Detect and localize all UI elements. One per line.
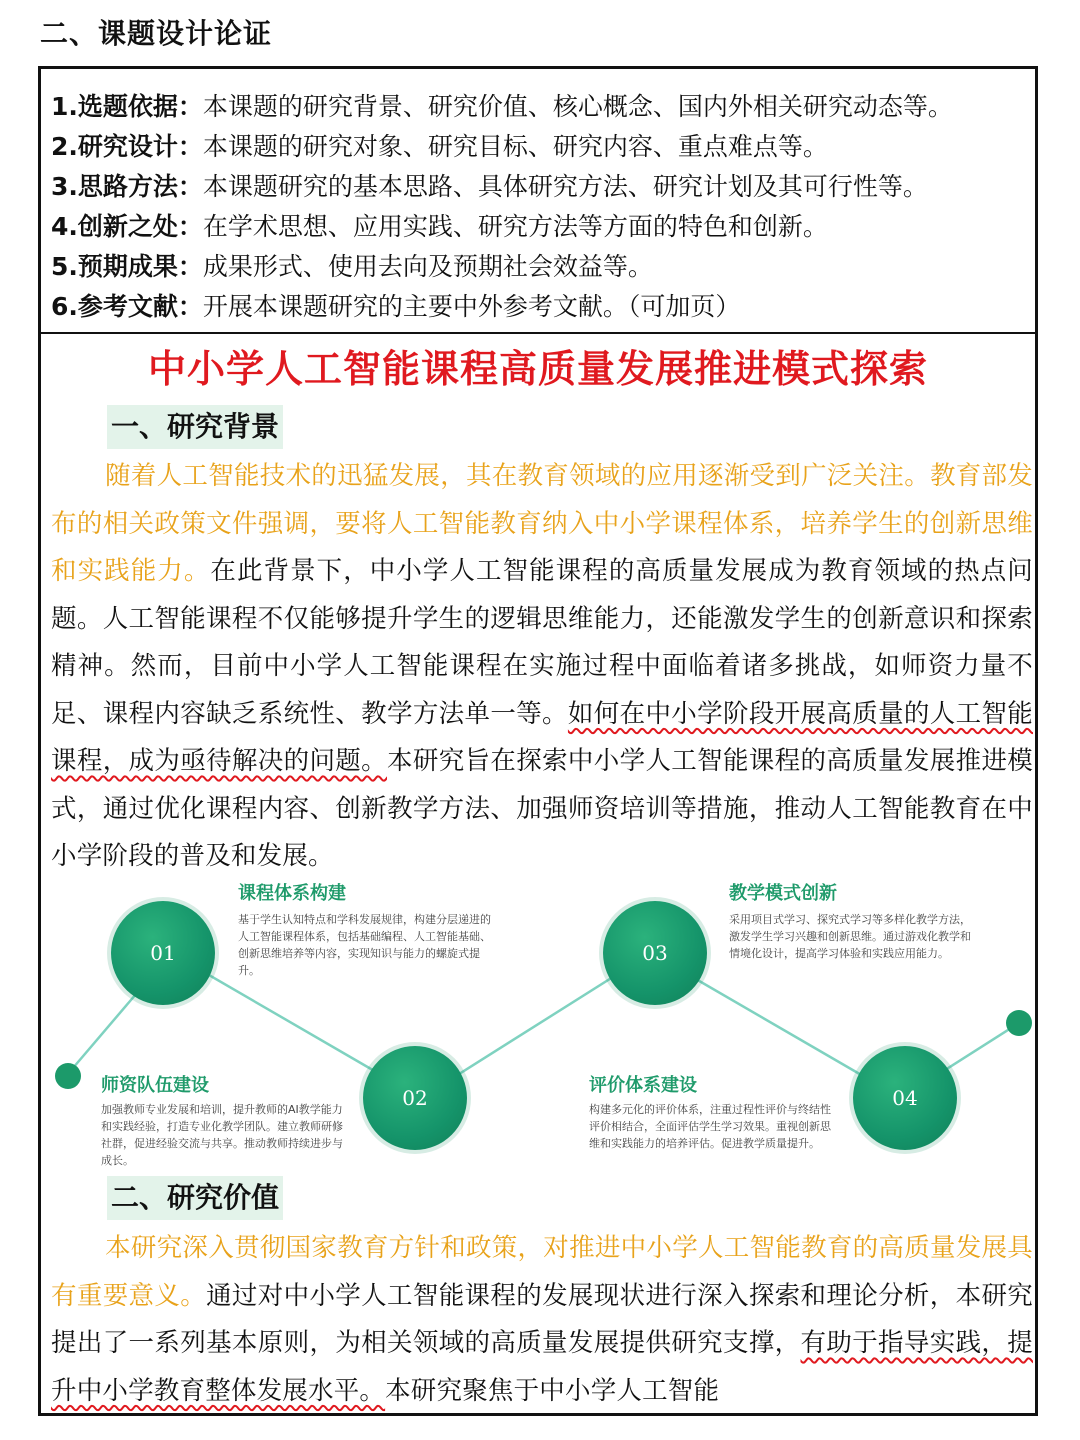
body-text-tail: 本研究旨在探索中小学人工智能课程的高质量发展推进模式，通过优化课程内容、创新教学方法、加强师资培训等措施，推动人工智能教育在中小学阶段的普及和发展。 — [51, 746, 1033, 871]
requirement-label: 5.预期成果： — [51, 252, 203, 281]
requirement-label: 6.参考文献： — [51, 292, 203, 321]
requirement-item — [51, 247, 1031, 287]
highlight-text: 本研究深入贯彻国家教育方针和政策，对推进中小学人工智能教育的高质量发展具有重要意义。 — [51, 1233, 1033, 1311]
divider — [41, 332, 1035, 334]
step-title: 课程体系构建 — [238, 883, 346, 904]
body-text: 在此背景下，中小学人工智能课程的高质量发展成为教育领域的热点问题。人工智能课程不仅能够提升学生的逻辑思维能力，还能激发学生的创新意识和探索精神。然而，目前中小学人工智能课程在实施过程中面临着诸多挑战，如师资力量不足、课程内容缺乏系统性、教学方法单一等。 — [51, 556, 1034, 729]
step-description: 采用项目式学习、探究式学习等多样化教学方法，激发学生学习兴趣和创新思维。通过游戏化教学和情境化设计，提高学习体验和实践应用能力。 — [729, 913, 971, 960]
step-title: 评价体系建设 — [589, 1075, 697, 1096]
paragraph-value — [51, 1225, 1033, 1415]
requirement-label: 3.思路方法： — [51, 172, 203, 201]
heading-research-value: 二、研究价值 — [107, 1176, 283, 1220]
section-title: 二、课题设计论证 — [40, 17, 273, 50]
requirement-item — [51, 127, 1031, 167]
start-dot — [55, 1063, 81, 1089]
requirement-label: 4.创新之处： — [51, 212, 203, 241]
requirement-item — [51, 207, 1031, 247]
step-description: 构建多元化的评价体系，注重过程性评价与终结性评价相结合，全面评估学生学习效果。重视创新思维和实践能力的培养评估。促进教学质量提升。 — [589, 1103, 831, 1150]
article-title: 中小学人工智能课程高质量发展推进模式探索 — [147, 347, 928, 391]
requirement-text: 本课题的研究背景、研究价值、核心概念、国内外相关研究动态等。 — [202, 92, 953, 121]
step-circle-01: 01 — [111, 901, 215, 1005]
underlined-text: 有助于指导实践，提升中小学教育整体发展水平。 — [51, 1328, 1033, 1406]
requirement-item — [51, 87, 1031, 127]
step-circle-02: 02 — [363, 1046, 467, 1150]
requirement-label: 2.研究设计： — [51, 132, 203, 161]
step-title: 教学模式创新 — [729, 883, 837, 904]
content-frame — [38, 66, 1038, 1416]
process-diagram — [51, 873, 1031, 1173]
requirement-item — [51, 287, 1031, 327]
requirement-label: 1.选题依据： — [51, 92, 203, 121]
underlined-text: 如何在中小学阶段开展高质量的人工智能课程，成为亟待解决的问题。 — [51, 698, 1033, 776]
highlight-text: 随着人工智能技术的迅猛发展，其在教育领域的应用逐渐受到广泛关注。教育部发布的相关政策文件强调，要将人工智能教育纳入中小学课程体系，培养学生的创新思维和实践能力。 — [51, 461, 1033, 586]
body-text: 通过对中小学人工智能课程的发展现状进行深入探索和理论分析，本研究提出了一系列基本原则，为相关领域的高质量发展提供研究支撑， — [51, 1280, 1033, 1358]
step-circle-04: 04 — [853, 1046, 957, 1150]
end-dot — [1006, 1010, 1032, 1036]
step-description: 基于学生认知特点和学科发展规律，构建分层递进的人工智能课程体系，包括基础编程、人工智能基础、创新思维培养等内容，实现知识与能力的螺旋式提升。 — [238, 913, 491, 977]
step-description: 加强教师专业发展和培训，提升教师的AI教学能力和实践经验，打造专业化教学团队。建立教师研修社群，促进经验交流与共享。推动教师持续进步与成长。 — [101, 1103, 343, 1167]
requirement-text: 成果形式、使用去向及预期社会效益等。 — [202, 252, 653, 281]
requirement-item — [51, 167, 1031, 207]
requirement-text: 本课题研究的基本思路、具体研究方法、研究计划及其可行性等。 — [202, 172, 928, 201]
step-title: 师资队伍建设 — [101, 1075, 209, 1096]
heading-research-background: 一、研究背景 — [107, 405, 283, 449]
body-text-tail: 本研究聚焦于中小学人工智能 — [385, 1375, 720, 1406]
requirements-list — [51, 87, 1031, 327]
step-circle-03: 03 — [603, 901, 707, 1005]
requirement-text: 本课题的研究对象、研究目标、研究内容、重点难点等。 — [202, 132, 828, 161]
requirement-text: 在学术思想、应用实践、研究方法等方面的特色和创新。 — [202, 212, 828, 241]
requirement-text: 开展本课题研究的主要中外参考文献。（可加页） — [202, 292, 741, 321]
paragraph-background — [51, 453, 1033, 881]
